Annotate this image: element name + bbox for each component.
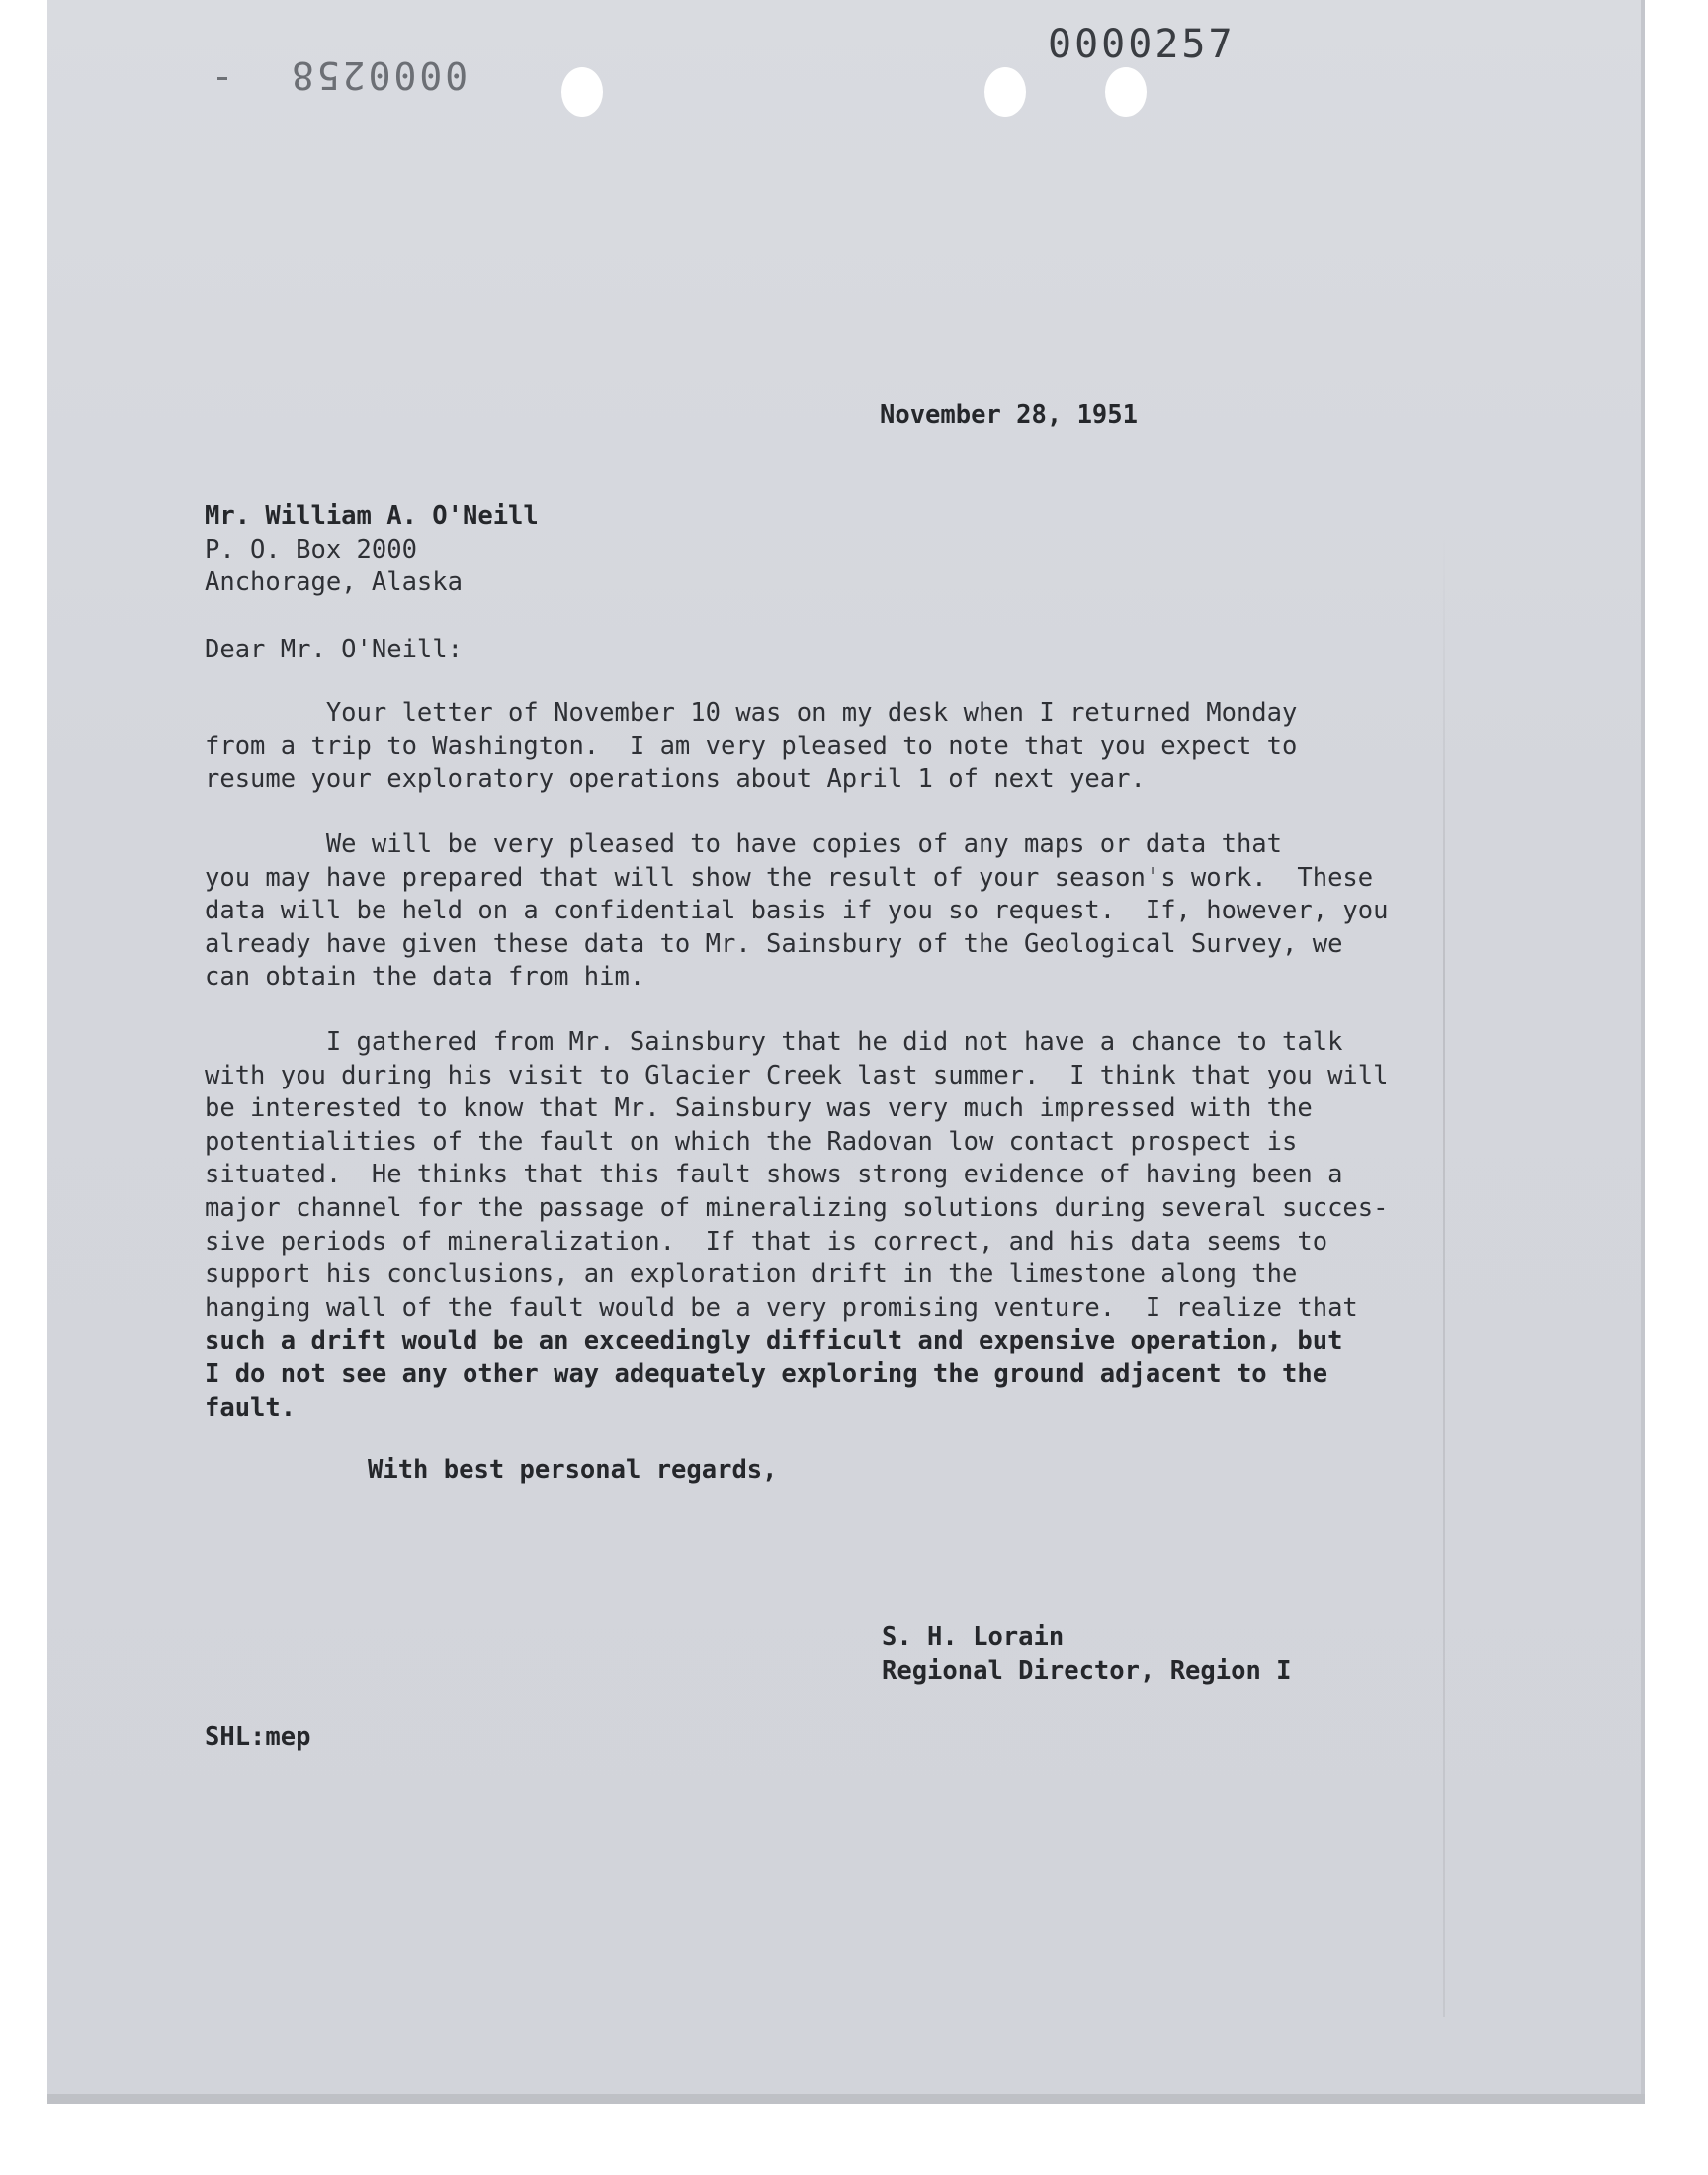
paragraph-line: fault. bbox=[205, 1392, 297, 1423]
paragraph-line: situated. He thinks that this fault shows strong evidence of having been a bbox=[205, 1160, 1343, 1190]
signer-name: S. H. Lorain bbox=[882, 1622, 1065, 1652]
paragraph-line: potentialities of the fault on which the Radovan low contact prospect is bbox=[205, 1126, 1298, 1157]
recipient-address bbox=[205, 500, 539, 600]
signature-block bbox=[882, 1621, 1292, 1688]
paragraph-line: resume your exploratory operations about April 1 of next year. bbox=[205, 764, 1146, 795]
paragraph-line: hanging wall of the fault would be a very promising venture. I realize that bbox=[205, 1292, 1358, 1323]
reference-initials: SHL:mep bbox=[205, 1722, 311, 1752]
paragraph-2 bbox=[205, 828, 1388, 995]
salutation: Dear Mr. O'Neill: bbox=[205, 635, 463, 664]
paragraph-1 bbox=[205, 697, 1297, 797]
paragraph-line: from a trip to Washington. I am very pleased to note that you expect to bbox=[205, 731, 1298, 761]
paragraph-line: can obtain the data from him. bbox=[205, 962, 645, 993]
paragraph-line: sive periods of mineralization. If that is correct, and his data seems to bbox=[205, 1226, 1328, 1257]
document-number-stamp: 0000257 bbox=[1048, 22, 1236, 67]
recipient-name: Mr. William A. O'Neill bbox=[205, 501, 539, 531]
paragraph-line: Your letter of November 10 was on my desk when I returned Monday bbox=[205, 698, 1298, 728]
paragraph-line: data will be held on a confidential basis if you so request. If, however, you bbox=[205, 896, 1389, 926]
recipient-city: Anchorage, Alaska bbox=[205, 567, 463, 598]
closing-line: With best personal regards, bbox=[368, 1455, 778, 1485]
recipient-po-box: P. O. Box 2000 bbox=[205, 534, 417, 565]
paragraph-line: I gathered from Mr. Sainsbury that he did not have a chance to talk bbox=[205, 1027, 1343, 1057]
paragraph-3 bbox=[205, 1026, 1388, 1425]
paragraph-line: such a drift would be an exceedingly difficult and expensive operation, but bbox=[205, 1326, 1343, 1356]
paragraph-line: We will be very pleased to have copies of any maps or data that bbox=[205, 829, 1283, 859]
paragraph-line: be interested to know that Mr. Sainsbury was very much impressed with the bbox=[205, 1093, 1313, 1124]
paragraph-line: already have given these data to Mr. Sainsbury of the Geological Survey, we bbox=[205, 928, 1343, 959]
letter-date: November 28, 1951 bbox=[880, 400, 1138, 430]
paragraph-line: I do not see any other way adequately exploring the ground adjacent to the bbox=[205, 1358, 1328, 1389]
mirrored-document-number-stamp: 0000258 bbox=[289, 53, 469, 97]
paragraph-line: support his conclusions, an exploration drift in the limestone along the bbox=[205, 1260, 1298, 1290]
paragraph-line: major channel for the passage of mineralizing solutions during several succes- bbox=[205, 1192, 1389, 1223]
paragraph-line: you may have prepared that will show the result of your season's work. These bbox=[205, 862, 1374, 893]
signer-title: Regional Director, Region I bbox=[882, 1655, 1292, 1686]
paragraph-line: with you during his visit to Glacier Creek last summer. I think that you will bbox=[205, 1060, 1389, 1090]
